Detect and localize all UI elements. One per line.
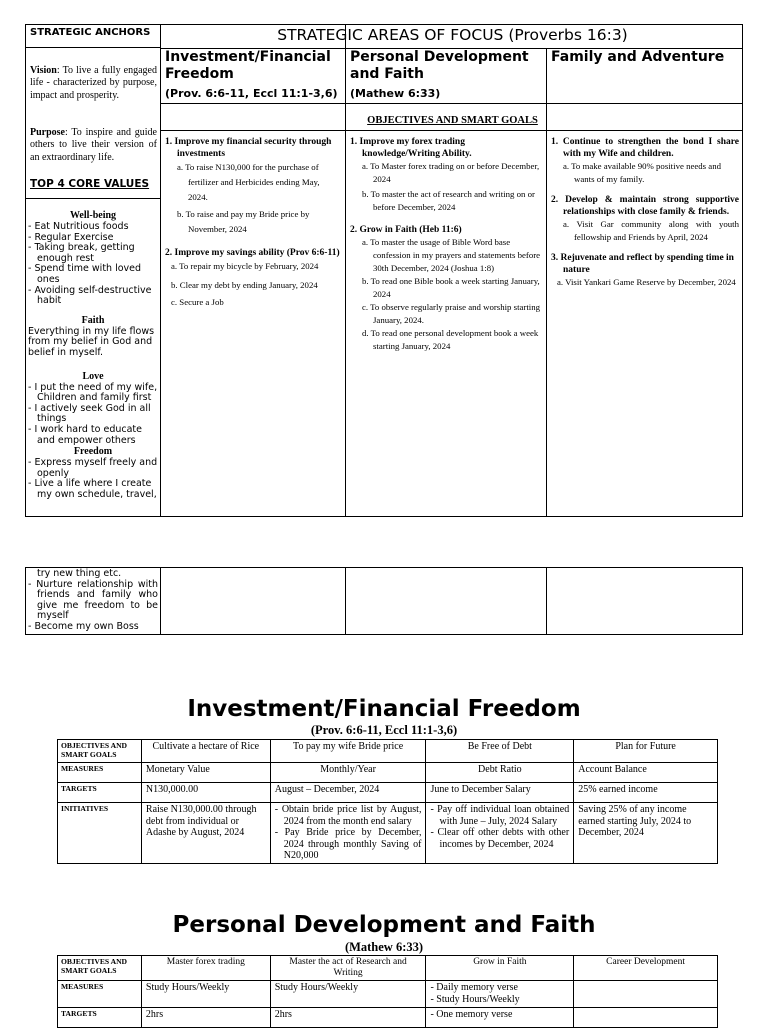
list-item: - I put the need of my wife, Children and family first [28, 383, 158, 404]
table-row [58, 740, 718, 763]
table-row [58, 783, 718, 803]
row-label: TARGETS [58, 1008, 142, 1028]
value-love-title: Love [82, 370, 104, 382]
purpose-label: Purpose [30, 127, 65, 138]
goal-item: c. Secure a Job [171, 297, 224, 307]
value-love-list [28, 383, 158, 447]
goal-item: a. To master the usage of Bible Word base confession in my prayers and statements before 30th December, 2024 (Joshua 1:8) [362, 237, 541, 273]
measure-cell: Study Hours/Weekly [141, 981, 270, 1008]
target-cell: 25% earned income [574, 783, 718, 803]
table-row [58, 803, 718, 864]
table-row [58, 763, 718, 783]
investment-plan-table [57, 739, 718, 864]
purpose-statement [30, 127, 157, 164]
goal-item: b. To master the act of research and writing on or before December, 2024 [362, 189, 535, 212]
goal-title: 2. Develop & maintain strong supportive relationships with close family & friends. [551, 195, 739, 217]
measure-cell: Monthly/Year [270, 763, 426, 783]
list-item: - I work hard to educate and empower others [28, 425, 158, 446]
measure-cell: Account Balance [574, 763, 718, 783]
list-item: - Obtain bride price list by August, 2024 from the month end salary [275, 804, 422, 827]
column-heading-investment: Investment/Financial Freedom [165, 49, 331, 82]
divider [345, 25, 346, 516]
row-label: MEASURES [58, 981, 142, 1008]
list-item: - Live a life where I create my own schedule, travel, [28, 479, 158, 500]
goals-personal [350, 136, 542, 353]
list-item: - Pay off individual loan obtained with June – July, 2024 Salary [430, 804, 569, 827]
vision-label: Vision [30, 65, 57, 76]
objective-cell: Career Development [574, 956, 718, 981]
measure-cell: Monetary Value [141, 763, 270, 783]
measure-list [430, 982, 569, 1005]
goal-item: b. To read one Bible book a week starting January, 2024 [362, 276, 540, 299]
goals-family [551, 136, 739, 289]
list-item: - Eat Nutritious foods [28, 222, 158, 233]
goals-investment [165, 136, 341, 310]
objective-cell: Be Free of Debt [426, 740, 574, 763]
list-item: - Clear off other debts with other incomes by December, 2024 [430, 827, 569, 850]
strategic-table [25, 24, 743, 517]
target-cell: N130,000.00 [141, 783, 270, 803]
column-ref-investment: (Prov. 6:6-11, Eccl 11:1-3,6) [165, 87, 338, 100]
column-heading-personal: Personal Development and Faith [350, 49, 529, 82]
list-item: - Become my own Boss [28, 622, 158, 633]
list-item: - Express myself freely and openly [28, 458, 158, 479]
table-row [58, 956, 718, 981]
objective-cell: Master forex trading [141, 956, 270, 981]
continuation-values [28, 569, 158, 633]
personal-section-ref: (Mathew 6:33) [344, 940, 424, 954]
vision-text: : To live a fully engaged life - characterized by purpose, impact and prosperity. [30, 65, 157, 101]
continuation-first-line: try new thing etc. [37, 568, 122, 579]
goal-title: 2. Grow in Faith (Heb 11:6) [350, 225, 462, 235]
value-wellbeing-title: Well-being [69, 210, 117, 221]
goal-item: a. Visit Gar community along with youth fellowship and Friends by April, 2024 [563, 219, 739, 242]
goal-item: a. Visit Yankari Game Reserve by December, 2024 [557, 277, 736, 287]
goal-item: b. Clear my debt by ending January, 2024 [171, 280, 318, 290]
initiative-cell [426, 803, 574, 864]
target-cell: 2hrs [141, 1008, 270, 1028]
objectives-heading: OBJECTIVES AND SMART GOALS [367, 115, 538, 126]
strategic-areas-heading: STRATEGIC AREAS OF FOCUS (Proverbs 16:3) [277, 26, 628, 44]
core-values-heading: TOP 4 CORE VALUES [30, 178, 150, 190]
measure-cell [574, 981, 718, 1008]
goal-item: a. To repair my bicycle by February, 2024 [171, 261, 319, 271]
list-item: - Study Hours/Weekly [430, 994, 569, 1006]
row-label: TARGETS [58, 783, 142, 803]
column-heading-family: Family and Adventure [551, 49, 725, 65]
divider [26, 198, 160, 199]
target-cell [426, 1008, 574, 1028]
initiative-cell: Raise N130,000.00 through debt from individual or Adashe by August, 2024 [141, 803, 270, 864]
objective-cell: Grow in Faith [426, 956, 574, 981]
table-row [58, 1008, 718, 1028]
initiative-list [430, 804, 569, 850]
value-faith-title: Faith [81, 314, 105, 326]
personal-plan-table [57, 955, 718, 1028]
list-item: - Nurture relationship with friends and family who give me freedom to be myself [28, 580, 158, 622]
measure-cell [426, 981, 574, 1008]
list-item: - Taking break, getting enough rest [28, 243, 158, 264]
purpose-text: : To inspire and guide others to live their version of an extraordinary life. [30, 127, 157, 163]
initiative-list [275, 804, 422, 862]
goal-item: a. To make available 90% positive needs and wants of my family. [563, 161, 722, 184]
investment-section-title: Investment/Financial Freedom [187, 696, 581, 722]
row-label: INITIATIVES [58, 803, 142, 864]
target-cell: August – December, 2024 [270, 783, 426, 803]
value-freedom-title: Freedom [73, 446, 113, 458]
row-label: MEASURES [58, 763, 142, 783]
list-item: - Daily memory verse [430, 982, 569, 994]
goal-item: b. To raise and pay my Bride price by November, 2024 [177, 209, 310, 234]
goal-title: 1. Improve my forex trading knowledge/Writing Ability. [350, 137, 472, 159]
goal-title: 1. Improve my financial security through investments [165, 137, 332, 159]
divider [345, 568, 346, 634]
list-item: - I actively seek God in all things [28, 404, 158, 425]
column-ref-personal: (Mathew 6:33) [350, 87, 441, 100]
strategic-anchors-heading: STRATEGIC ANCHORS [30, 27, 151, 38]
list-item: - Pay Bride price by December, 2024 through monthly Saving of N20,000 [275, 827, 422, 862]
goal-item: c. To observe regularly praise and worship starting January, 2024. [362, 302, 541, 325]
objective-cell: Master the act of Research and Writing [270, 956, 426, 981]
goal-title: 3. Rejuvenate and reflect by spending time in nature [551, 253, 734, 275]
initiative-cell: Saving 25% of any income earned starting July, 2024 to December, 2024 [574, 803, 718, 864]
value-faith-text: Everything in my life flows from my belief in God and belief in myself. [28, 325, 155, 358]
target-cell [574, 1008, 718, 1028]
row-label: OBJECTIVES AND SMART GOALS [58, 956, 142, 981]
divider [160, 25, 161, 516]
measure-cell: Study Hours/Weekly [270, 981, 426, 1008]
goal-title: 1. Continue to strengthen the bond I share with my Wife and children. [551, 137, 739, 159]
goal-item: a. To Master forex trading on or before December, 2024 [362, 161, 540, 184]
value-wellbeing-list [28, 222, 158, 307]
objective-cell: To pay my wife Bride price [270, 740, 426, 763]
divider [160, 103, 742, 104]
table-row [58, 981, 718, 1008]
investment-section-ref: (Prov. 6:6-11, Eccl 11:1-3,6) [310, 723, 458, 737]
core-values [28, 210, 158, 500]
divider [160, 130, 742, 131]
continuation-table [25, 567, 743, 635]
objective-cell: Cultivate a hectare of Rice [141, 740, 270, 763]
vision-statement [30, 65, 157, 102]
goal-title: 2. Improve my savings ability (Prov 6:6-11) [165, 248, 340, 258]
row-label: OBJECTIVES AND SMART GOALS [58, 740, 142, 763]
divider [160, 568, 161, 634]
objective-cell: Plan for Future [574, 740, 718, 763]
target-list [430, 1009, 569, 1021]
goal-item: a. To raise N130,000 for the purchase of fertilizer and Herbicides ending May, 2024. [177, 162, 320, 202]
list-item: - One memory verse [430, 1009, 569, 1021]
personal-section-title: Personal Development and Faith [172, 912, 596, 938]
list-item: - Avoiding self-destructive habit [28, 286, 158, 307]
continuation-list [28, 580, 158, 633]
divider [26, 47, 160, 48]
initiative-cell [270, 803, 426, 864]
list-item: - Spend time with loved ones [28, 264, 158, 285]
measure-cell: Debt Ratio [426, 763, 574, 783]
list-item: - Regular Exercise [28, 233, 158, 244]
value-freedom-list [28, 458, 158, 500]
divider [546, 568, 547, 634]
goal-item: d. To read one personal development book a week starting January, 2024 [362, 328, 539, 351]
target-cell: 2hrs [270, 1008, 426, 1028]
target-cell: June to December Salary [426, 783, 574, 803]
